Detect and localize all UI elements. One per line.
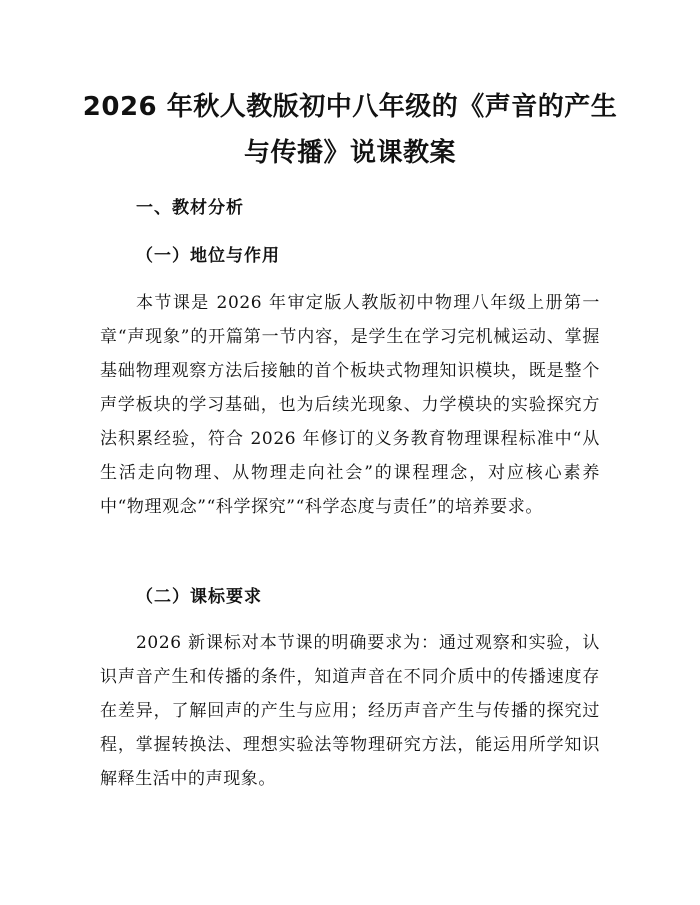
paragraph-position-role: 本节课是 2026 年审定版人教版初中物理八年级上册第一章“声现象”的开篇第一节内容，是学生在学习完机械运动、掌握基础物理观察方法后接触的首个板块式物理知识模块，既是整个声学板块的学习基础，也为后续光现象、力学模块的实验探究方法积累经验，符合 2026 年修订的义务教育物理课程标准中“从生活走向物理、从物理走向社会”的课程理念，对应核心素养中“物理观念”“科学探究”“科学态度与责任”的培养要求。 xyxy=(100,293,600,517)
section-heading-textbook-analysis: 一、教材分析 xyxy=(136,198,244,218)
document-title-line-1: 2026 年秋人教版初中八年级的《声音的产生 xyxy=(82,92,618,122)
subsection-heading-position-role: （一）地位与作用 xyxy=(136,246,280,266)
document-title-line-2: 与传播》说课教案 xyxy=(243,138,456,168)
subsection-heading-curriculum-requirements: （二）课标要求 xyxy=(136,587,262,607)
paragraph-curriculum-requirements: 2026 新课标对本节课的明确要求为：通过观察和实验，认识声音产生和传播的条件，知道声音在不同介质中的传播速度存在差异，了解回声的产生与应用；经历声音产生与传播的探究过程，掌握转换法、理想实验法等物理研究方法，能运用所学知识解释生活中的声现象。 xyxy=(100,633,600,789)
